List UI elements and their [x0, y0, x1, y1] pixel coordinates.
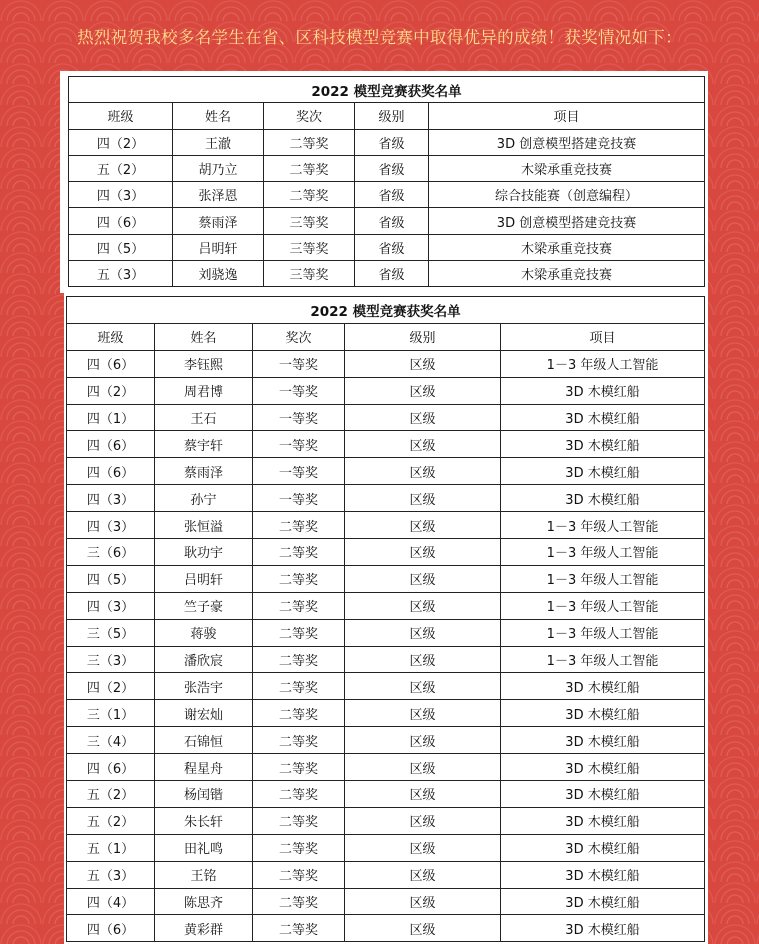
award-cell: 一等奖 [253, 350, 345, 377]
project-cell: 1－3 年级人工智能 [501, 619, 705, 646]
project-cell: 1－3 年级人工智能 [501, 512, 705, 539]
class-cell: 五（2） [67, 781, 155, 808]
table-row [67, 888, 705, 915]
table-row [67, 485, 705, 512]
table-row [67, 834, 705, 861]
name-cell: 吕明轩 [155, 565, 253, 592]
table-row [67, 512, 705, 539]
class-cell: 三（5） [67, 619, 155, 646]
level-cell: 区级 [345, 485, 501, 512]
award-cell: 二等奖 [253, 754, 345, 781]
name-cell: 张恒溢 [155, 512, 253, 539]
project-cell: 3D 木模红船 [501, 377, 705, 404]
name-cell: 张泽恩 [173, 182, 264, 208]
name-cell: 谢宏灿 [155, 700, 253, 727]
name-cell: 王铭 [155, 861, 253, 888]
level-cell: 区级 [345, 592, 501, 619]
project-cell: 3D 木模红船 [501, 754, 705, 781]
project-cell: 3D 木模红船 [501, 781, 705, 808]
name-cell: 王澈 [173, 129, 264, 155]
level-cell: 区级 [345, 888, 501, 915]
name-cell: 耿功宇 [155, 539, 253, 566]
class-cell: 三（6） [67, 539, 155, 566]
table-title: 2022 模型竞赛获奖名单 [67, 297, 705, 324]
project-cell: 3D 木模红船 [501, 485, 705, 512]
table-row [67, 592, 705, 619]
award-cell: 二等奖 [264, 155, 355, 181]
table-row [67, 404, 705, 431]
class-cell: 四（4） [67, 888, 155, 915]
name-cell: 李钰熙 [155, 350, 253, 377]
table-row [67, 727, 705, 754]
table-row [69, 182, 705, 208]
table-row [67, 861, 705, 888]
table-row [67, 539, 705, 566]
level-cell: 区级 [345, 834, 501, 861]
table-row [69, 208, 705, 234]
table-row [67, 619, 705, 646]
table-row [67, 431, 705, 458]
project-cell: 3D 木模红船 [501, 861, 705, 888]
name-cell: 石锦恒 [155, 727, 253, 754]
award-cell: 二等奖 [253, 781, 345, 808]
project-cell: 3D 木模红船 [501, 431, 705, 458]
name-cell: 王石 [155, 404, 253, 431]
project-cell: 木梁承重竞技赛 [429, 261, 705, 287]
class-cell: 四（2） [69, 129, 173, 155]
provincial-awards-table [68, 76, 705, 287]
level-cell: 省级 [355, 208, 429, 234]
table-header-row [67, 323, 705, 350]
table-row [67, 458, 705, 485]
column-header: 奖次 [253, 323, 345, 350]
name-cell: 张浩宇 [155, 673, 253, 700]
project-cell: 1－3 年级人工智能 [501, 592, 705, 619]
column-header: 班级 [67, 323, 155, 350]
district-awards-table [66, 296, 705, 942]
level-cell: 省级 [355, 182, 429, 208]
table-row [67, 700, 705, 727]
class-cell: 四（6） [67, 458, 155, 485]
award-cell: 二等奖 [253, 915, 345, 942]
name-cell: 蒋骏 [155, 619, 253, 646]
table-row [67, 673, 705, 700]
class-cell: 五（2） [67, 807, 155, 834]
award-cell: 一等奖 [253, 458, 345, 485]
class-cell: 四（6） [67, 915, 155, 942]
level-cell: 区级 [345, 431, 501, 458]
project-cell: 3D 木模红船 [501, 915, 705, 942]
table-title: 2022 模型竞赛获奖名单 [69, 77, 705, 103]
project-cell: 3D 木模红船 [501, 727, 705, 754]
name-cell: 陈思齐 [155, 888, 253, 915]
project-cell: 木梁承重竞技赛 [429, 155, 705, 181]
class-cell: 四（6） [69, 208, 173, 234]
table-row [67, 377, 705, 404]
level-cell: 区级 [345, 781, 501, 808]
project-cell: 1－3 年级人工智能 [501, 646, 705, 673]
project-cell: 木梁承重竞技赛 [429, 234, 705, 260]
name-cell: 程星舟 [155, 754, 253, 781]
project-cell: 3D 创意模型搭建竞技赛 [429, 208, 705, 234]
level-cell: 省级 [355, 129, 429, 155]
award-cell: 二等奖 [253, 807, 345, 834]
table-row [67, 807, 705, 834]
column-header: 级别 [355, 103, 429, 129]
level-cell: 区级 [345, 539, 501, 566]
award-cell: 一等奖 [253, 377, 345, 404]
name-cell: 田礼鸣 [155, 834, 253, 861]
level-cell: 区级 [345, 915, 501, 942]
class-cell: 四（6） [67, 754, 155, 781]
table-row [67, 350, 705, 377]
provincial-awards-sheet [60, 71, 708, 293]
name-cell: 蔡雨泽 [155, 458, 253, 485]
level-cell: 区级 [345, 458, 501, 485]
class-cell: 三（1） [67, 700, 155, 727]
class-cell: 四（3） [67, 512, 155, 539]
name-cell: 杨闰锴 [155, 781, 253, 808]
table-row [67, 915, 705, 942]
project-cell: 3D 木模红船 [501, 700, 705, 727]
level-cell: 区级 [345, 727, 501, 754]
column-header: 姓名 [155, 323, 253, 350]
column-header: 奖次 [264, 103, 355, 129]
award-cell: 二等奖 [253, 673, 345, 700]
class-cell: 三（3） [67, 646, 155, 673]
level-cell: 区级 [345, 673, 501, 700]
award-cell: 二等奖 [253, 512, 345, 539]
award-cell: 一等奖 [253, 485, 345, 512]
project-cell: 1－3 年级人工智能 [501, 350, 705, 377]
name-cell: 胡乃立 [173, 155, 264, 181]
award-cell: 二等奖 [264, 129, 355, 155]
class-cell: 五（3） [69, 261, 173, 287]
award-cell: 三等奖 [264, 208, 355, 234]
project-cell: 1－3 年级人工智能 [501, 565, 705, 592]
project-cell: 综合技能赛（创意编程） [429, 182, 705, 208]
class-cell: 四（2） [67, 673, 155, 700]
class-cell: 五（2） [69, 155, 173, 181]
column-header: 班级 [69, 103, 173, 129]
table-row [69, 261, 705, 287]
award-cell: 二等奖 [253, 565, 345, 592]
column-header: 项目 [501, 323, 705, 350]
project-cell: 3D 木模红船 [501, 458, 705, 485]
award-cell: 二等奖 [253, 861, 345, 888]
table-row [69, 155, 705, 181]
table-row [69, 129, 705, 155]
level-cell: 区级 [345, 512, 501, 539]
level-cell: 区级 [345, 404, 501, 431]
level-cell: 区级 [345, 619, 501, 646]
table-row [67, 565, 705, 592]
award-cell: 一等奖 [253, 404, 345, 431]
award-cell: 三等奖 [264, 261, 355, 287]
name-cell: 竺子豪 [155, 592, 253, 619]
table-title-row [67, 297, 705, 324]
award-cell: 二等奖 [253, 539, 345, 566]
table-row [67, 754, 705, 781]
project-cell: 3D 木模红船 [501, 404, 705, 431]
district-awards-sheet [64, 292, 708, 944]
name-cell: 蔡宇轩 [155, 431, 253, 458]
level-cell: 区级 [345, 377, 501, 404]
class-cell: 四（3） [67, 592, 155, 619]
class-cell: 四（5） [67, 565, 155, 592]
column-header: 姓名 [173, 103, 264, 129]
level-cell: 区级 [345, 754, 501, 781]
level-cell: 区级 [345, 807, 501, 834]
project-cell: 3D 木模红船 [501, 888, 705, 915]
name-cell: 朱长轩 [155, 807, 253, 834]
project-cell: 3D 木模红船 [501, 807, 705, 834]
class-cell: 四（6） [67, 431, 155, 458]
name-cell: 刘骁逸 [173, 261, 264, 287]
award-cell: 二等奖 [264, 182, 355, 208]
class-cell: 五（3） [67, 861, 155, 888]
level-cell: 省级 [355, 155, 429, 181]
level-cell: 区级 [345, 861, 501, 888]
award-cell: 三等奖 [264, 234, 355, 260]
headline: 热烈祝贺我校多名学生在省、区科技模型竞赛中取得优异的成绩！获奖情况如下： [77, 28, 682, 47]
project-cell: 3D 木模红船 [501, 834, 705, 861]
award-cell: 二等奖 [253, 646, 345, 673]
award-cell: 二等奖 [253, 592, 345, 619]
level-cell: 区级 [345, 700, 501, 727]
award-cell: 二等奖 [253, 888, 345, 915]
class-cell: 四（5） [69, 234, 173, 260]
award-cell: 二等奖 [253, 619, 345, 646]
class-cell: 四（6） [67, 350, 155, 377]
name-cell: 吕明轩 [173, 234, 264, 260]
class-cell: 四（2） [67, 377, 155, 404]
class-cell: 三（4） [67, 727, 155, 754]
class-cell: 四（1） [67, 404, 155, 431]
class-cell: 五（1） [67, 834, 155, 861]
award-cell: 二等奖 [253, 834, 345, 861]
table-header-row [69, 103, 705, 129]
name-cell: 黄彩群 [155, 915, 253, 942]
level-cell: 区级 [345, 565, 501, 592]
class-cell: 四（3） [69, 182, 173, 208]
project-cell: 3D 创意模型搭建竞技赛 [429, 129, 705, 155]
name-cell: 周君博 [155, 377, 253, 404]
table-row [67, 646, 705, 673]
column-header: 项目 [429, 103, 705, 129]
level-cell: 省级 [355, 261, 429, 287]
award-cell: 二等奖 [253, 700, 345, 727]
level-cell: 省级 [355, 234, 429, 260]
level-cell: 区级 [345, 350, 501, 377]
project-cell: 1－3 年级人工智能 [501, 539, 705, 566]
name-cell: 潘欣宸 [155, 646, 253, 673]
name-cell: 蔡雨泽 [173, 208, 264, 234]
award-cell: 二等奖 [253, 727, 345, 754]
table-row [67, 781, 705, 808]
level-cell: 区级 [345, 646, 501, 673]
award-cell: 一等奖 [253, 431, 345, 458]
column-header: 级别 [345, 323, 501, 350]
project-cell: 3D 木模红船 [501, 673, 705, 700]
class-cell: 四（3） [67, 485, 155, 512]
name-cell: 孙宁 [155, 485, 253, 512]
table-row [69, 234, 705, 260]
table-title-row [69, 77, 705, 103]
